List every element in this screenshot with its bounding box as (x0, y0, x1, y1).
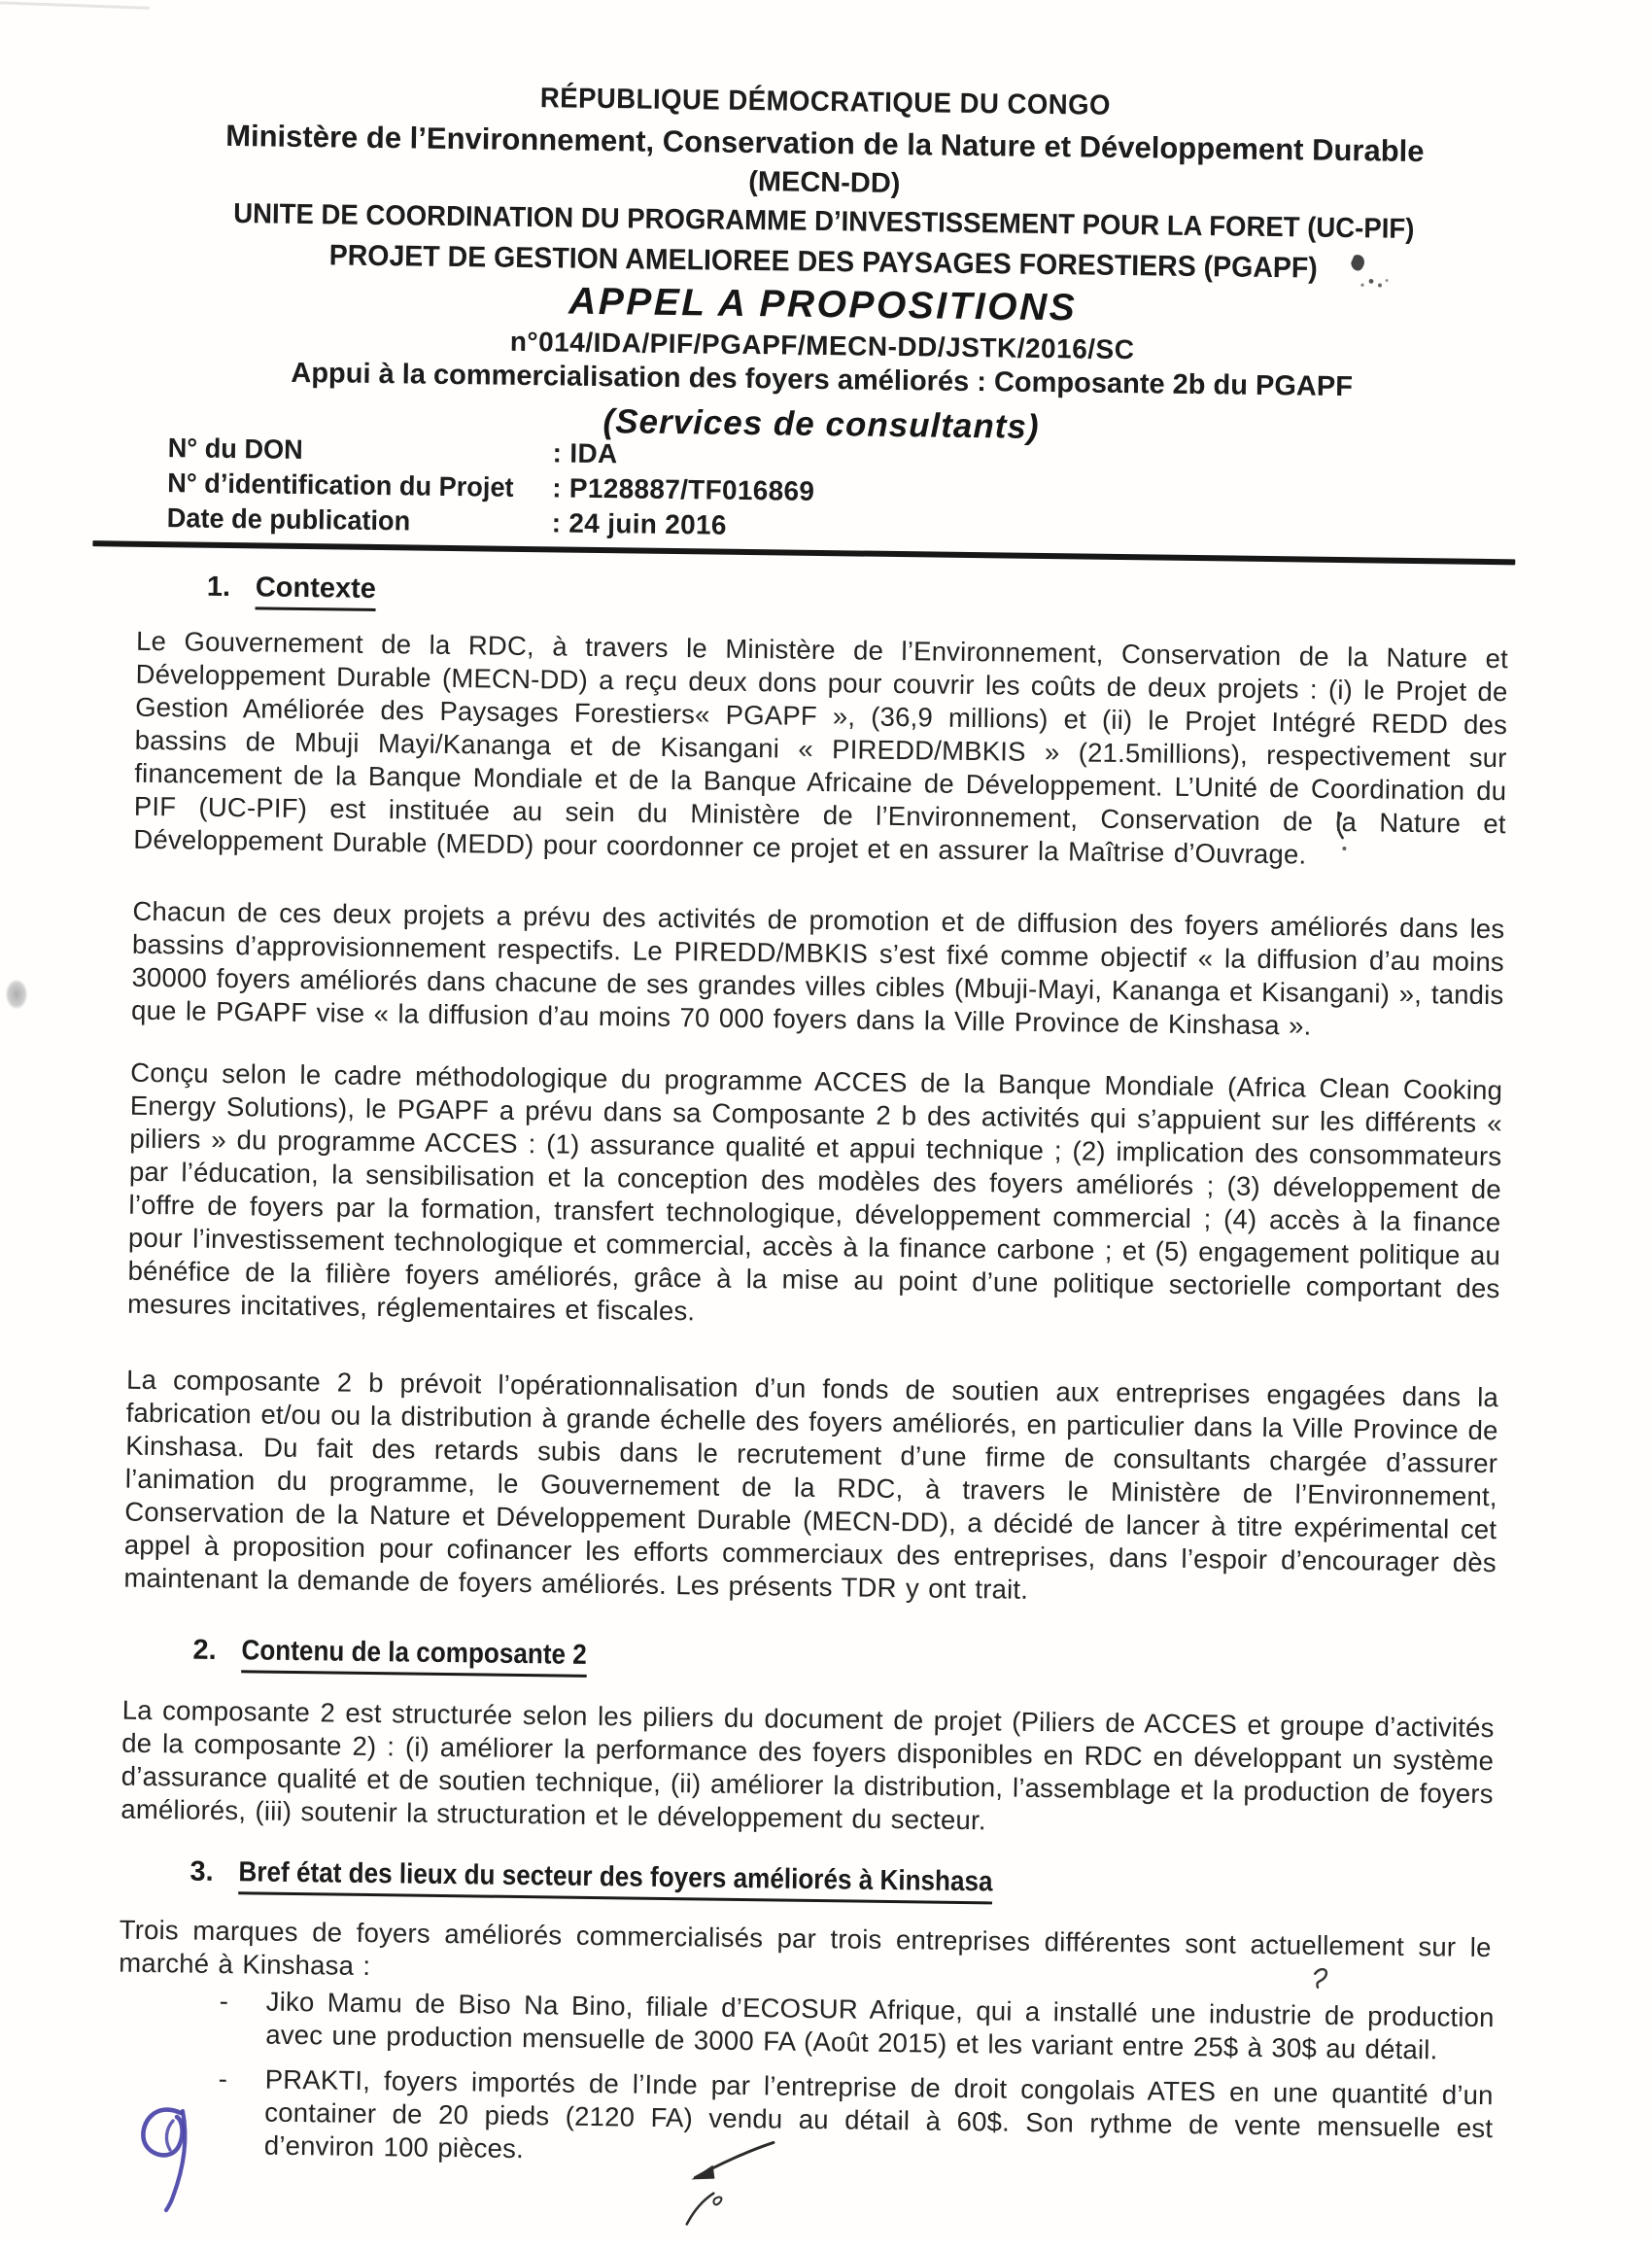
list-item-jiko-mamu (219, 1985, 1495, 2067)
list-item-text: Jiko Mamu de Biso Na Bino, filiale d’ECOSUR Afrique, qui a installé une industrie de production avec une production mensuelle de 3000 FA (Août 2015) et les variant entre 25$ à 30$ au détail. (265, 1986, 1495, 2065)
brand-list (217, 1985, 1494, 2190)
paragraph: Trois marques de foyers améliorés commercialisés par trois entreprises différentes sont actuellement sur le marché à Kinshasa : (119, 1914, 1492, 1982)
list-dash: - (219, 1986, 229, 2017)
reference-number: n°014/IDA/PIF/PGAPF/MECN-DD/JSTK/2016/SC (509, 326, 1135, 365)
paragraph: La composante 2 est structurée selon les piliers du document de projet (Piliers de ACCES et groupe d’activités de la composante 2) : (i) améliorer la performance des foyers disponibles en RDC en développant un système d’assurance qualité et de soutien technique, (ii) améliorer la distribution, l’assemblage et la production de foyers améliorés, (iii) soutenir la structuration et le développement du secteur. (120, 1694, 1495, 1836)
section-heading-contenu (192, 1635, 625, 1679)
header-coordination-unit: UNITE DE COORDINATION DU PROGRAMME D’INVESTISSEMENT POUR LA FORET (UC-PIF) (232, 198, 1415, 245)
paragraph: Le Gouvernement de la RDC, à travers le Ministère de l’Environnement, Conservation de la Nature et Développement Durable (MECN-DD) a reçu deux dons pour couvrir les coûts de deux projets : (i) le Projet de Gestion Améliorée des Paysages Forestiers« PGAPF », (36,9 millions) et (ii) le Projet Intégré REDD des bassins de Mbuji Mayi/Kananga et de Kisangani « PIREDD/MBKIS » (21.5millions), respectivement sur financement de la Banque Mondiale et de la Banque Africaine de Développement. L’Unité de Coordination du PIF (UC-PIF) est instituée au sein du Ministère de l’Environnement, Conservation de la Nature et Développement Durable (MEDD) pour coordonner ce projet et en assurer la Maîtrise d’Ouvrage. (133, 625, 1509, 870)
paragraph: La composante 2 b prévoit l’opérationnalisation d’un fonds de soutien aux entreprises engagées dans la fabrication et/ou ou la distribution à grande échelle des foyers améliorés, en particulier dans la Ville Province de Kinshasa. Du fait des retards subis dans le recrutement d’une firme de consultants chargée d’assurer l’animation du programme, le Gouvernement de la RDC, à travers le Ministère de l’Environnement, Conservation de la Nature et Développement Durable (MECN-DD), a décidé de lancer à titre expérimental cet appel à proposition pour cofinancer les efforts commerciaux des entreprises, dans l’espoir d’encourager dès maintenant la demande de foyers améliorés. Les présents TDR y ont trait. (123, 1364, 1499, 1605)
list-item-text: PRAKTI, foyers importés de l’Inde par l’entreprise de droit congolais ATES en une quantité d’un container de 20 pieds (2120 FA) vendu au détail à 60$. Son rythme de vente mensuelle est d’environ 100 pièces. (263, 2063, 1494, 2164)
paragraph: Chacun de ces deux projets a prévu des activités de promotion et de diffusion des foyers améliorés dans les bassins d’approvisionnement respectifs. Le PIREDD/MBKIS s’est fixé comme objectif « la diffusion d’au moins 30000 foyers améliorés dans chacune de ses grandes villes cibles (Mbuji-Mayi, Kananga et Kisangani) », tandis que le PGAPF vise « la diffusion d’au moins 70 000 foyers dans la Ville Province de Kinshasa ». (130, 895, 1505, 1041)
document-subtitle: Appui à la commercialisation des foyers améliorés : Composante 2b du PGAPF (291, 357, 1354, 403)
section-heading-etat-des-lieux (189, 1856, 1077, 1906)
section-title: Contexte (256, 571, 377, 611)
section-heading-contexte (207, 571, 377, 611)
section-title: Contenu de la composante 2 (241, 1635, 587, 1678)
document-title: APPEL A PROPOSITIONS (568, 280, 1078, 329)
meta-value: : 24 juin 2016 (551, 507, 727, 540)
header-country: RÉPUBLIQUE DÉMOCRATIQUE DU CONGO (539, 83, 1112, 121)
document-header (15, 71, 1633, 460)
services-subtitle: (Services de consultants) (602, 402, 1040, 446)
meta-label: N° d’identification du Projet (167, 468, 514, 502)
list-dash: - (218, 2062, 228, 2095)
meta-block (167, 431, 1383, 551)
header-ministry: Ministère de l’Environnement, Conservation de la Nature et Développement Durable (224, 118, 1425, 169)
meta-value: : P128887/TF016869 (551, 472, 815, 506)
header-project-name: PROJET DE GESTION AMELIOREE DES PAYSAGES FORESTIERS (PGAPF) (328, 239, 1319, 285)
list-item-prakti (218, 2062, 1494, 2178)
paragraph: Conçu selon le cadre méthodologique du programme ACCES de la Banque Mondiale (Africa Clean Cooking Energy Solutions), le PGAPF a prévu dans sa Composante 2 b des activités qui s’appuient sur les différents « piliers » du programme ACCES : (1) assurance qualité et appui technique ; (2) implication des consommateurs par l’éducation, la sensibilisation et la conception des modèles des foyers améliorés ; (3) développement de l’offre de foyers par la formation, transfert technologique, développement commercial ; (4) accès à la finance pour l’investissement technologique et commercial, accès à la finance carbone ; et (5) engagement politique au bénéfice de la filière foyers améliorés, grâce à la mise au point d’une politique sectorielle comportant des mesures incitatives, réglementaires et fiscales. (126, 1056, 1503, 1327)
meta-label: N° du DON (167, 433, 303, 465)
section-number: 3. (189, 1855, 214, 1887)
section-title: Bref état des lieux du secteur des foyers améliorés à Kinshasa (238, 1856, 993, 1904)
meta-label: Date de publication (166, 502, 411, 537)
section-number: 1. (206, 571, 231, 604)
section-number: 2. (192, 1634, 217, 1666)
meta-value: : IDA (552, 437, 618, 469)
header-ministry-acronym: (MECN-DD) (747, 165, 901, 200)
